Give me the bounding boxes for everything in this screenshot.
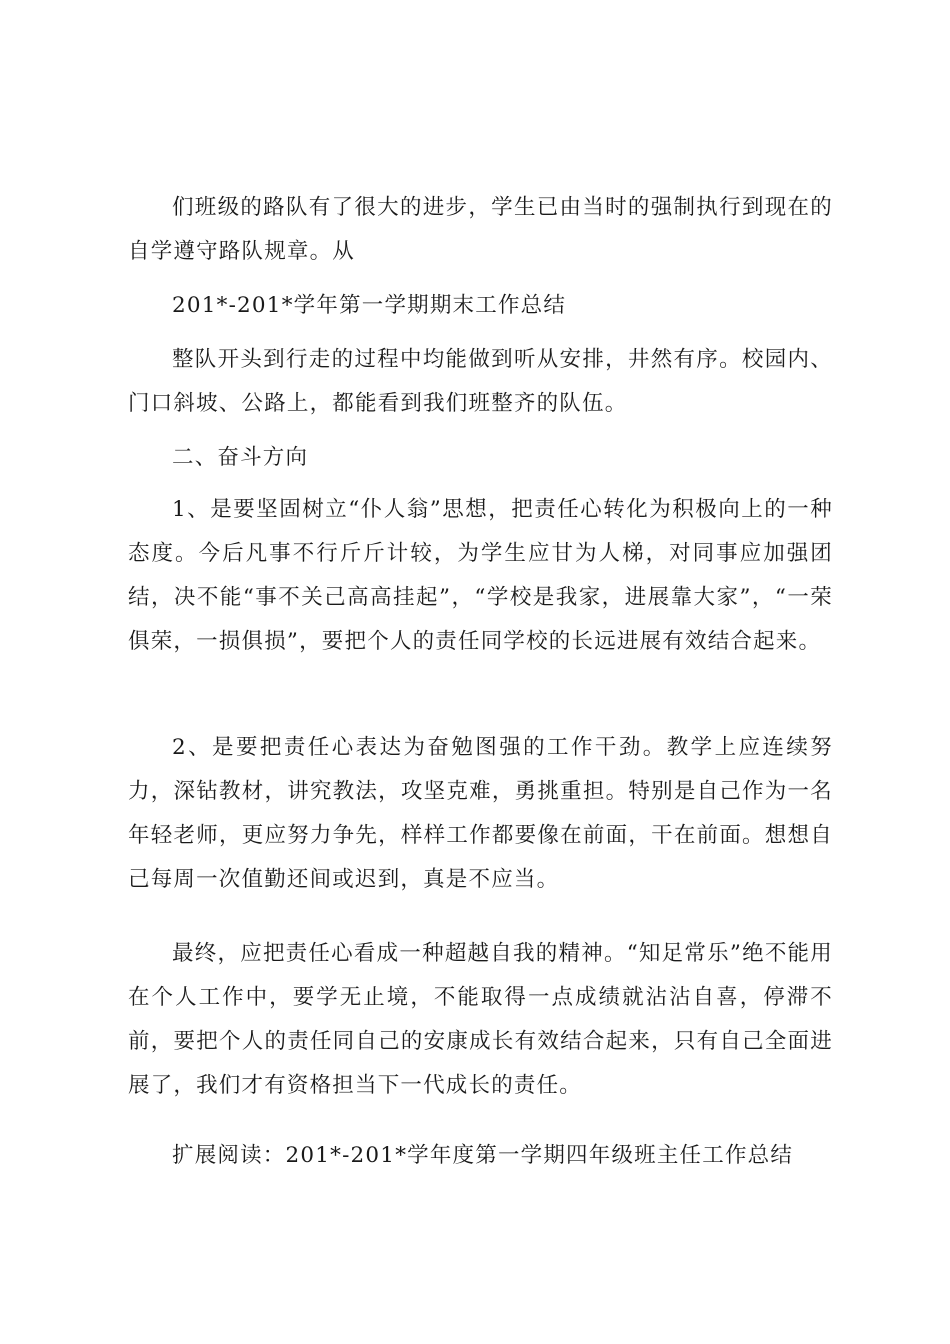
paragraph-conclusion: 最终，应把责任心看成一种超越自我的精神。“知足常乐”绝不能用在个人工作中，要学无止境，不能取得一点成绩就沾沾自喜，停滞不前，要把个人的责任同自己的安康成长有效结合起来，只有自己全面进展了，我们才有资格担当下一代成长的责任。 — [128, 941, 833, 1098]
paragraph-point-2: 2、是要把责任心表达为奋勉图强的工作干劲。教学上应连续努力，深钻教材，讲究教法，攻坚克难，勇挑重担。特别是自己作为一名年轻老师，更应努力争先，样样工作都要像在前面，干在前面。想想自己每周一次值勤还间或迟到，真是不应当。 — [128, 735, 833, 892]
document-title-line: 201*-201*学年第一学期期末工作总结 — [172, 293, 567, 318]
paragraph-point-1: 1、是要坚固树立“仆人翁”思想，把责任心转化为积极向上的一种态度。今后凡事不行斤斤计较，为学生应甘为人梯，对同事应加强团结，决不能“事不关己高高挂起”，“学校是我家，进展靠大家”，“一荣俱荣，一损俱损”，要把个人的责任同学校的长远进展有效结合起来。 — [128, 497, 833, 654]
paragraph-team-order: 整队开头到行走的过程中均能做到听从安排，井然有序。校园内、门口斜坡、公路上，都能看到我们班整齐的队伍。 — [128, 347, 833, 416]
section-heading-direction: 二、奋斗方向 — [172, 445, 309, 470]
extended-reading-line: 扩展阅读：201*-201*学年度第一学期四年级班主任工作总结 — [172, 1143, 794, 1168]
paragraph-road-team-progress: 们班级的路队有了很大的进步，学生已由当时的强制执行到现在的自学遵守路队规章。从 — [128, 195, 833, 264]
